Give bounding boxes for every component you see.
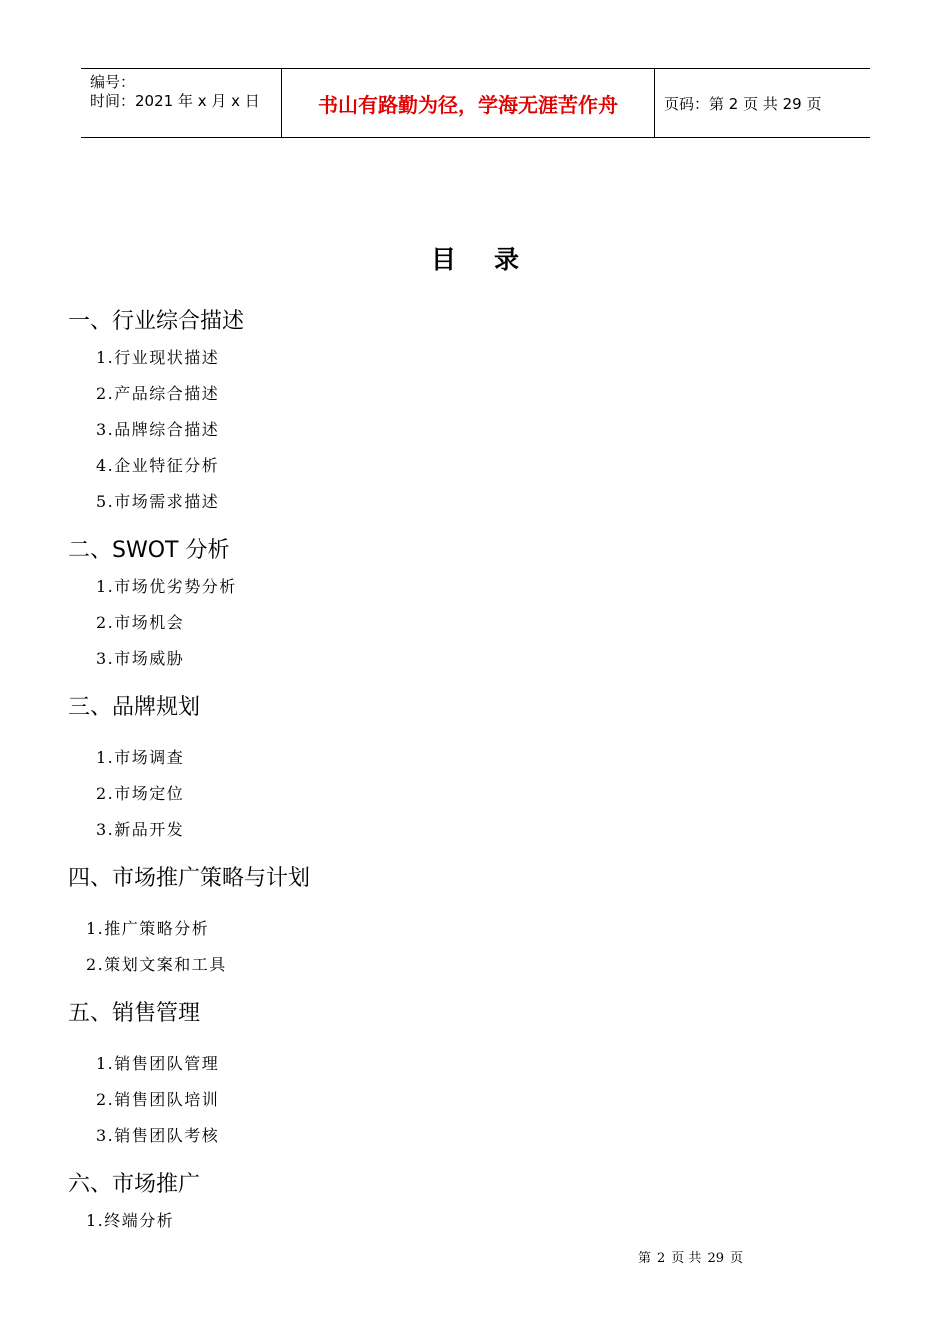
toc-heading: 三、品牌规划 xyxy=(68,695,201,720)
toc-item: 4.企业特征分析 xyxy=(96,456,220,475)
toc-heading: 六、市场推广 xyxy=(68,1172,201,1197)
toc-item: 3.销售团队考核 xyxy=(96,1126,220,1145)
toc-item: 1.市场优劣势分析 xyxy=(96,577,237,596)
toc-item: 3.品牌综合描述 xyxy=(96,420,220,439)
header-date: 时间：2021 年 x 月 x 日 xyxy=(90,92,260,110)
page-footer xyxy=(638,1247,749,1266)
footer-page-prefix: 第 xyxy=(638,1251,652,1266)
footer-page-mid: 页 共 xyxy=(671,1251,702,1266)
toc-item: 3.市场威胁 xyxy=(96,649,185,668)
toc-heading: 一、行业综合描述 xyxy=(68,309,245,334)
page-header xyxy=(81,68,870,138)
footer-total: 29 xyxy=(707,1251,724,1266)
header-page-info: 页码：第 2 页 共 29 页 xyxy=(664,94,822,113)
toc-item: 2.市场定位 xyxy=(96,784,185,803)
toc-heading: 二、SWOT 分析 xyxy=(68,538,230,563)
toc-heading: 五、销售管理 xyxy=(68,1001,201,1026)
toc-item: 1.行业现状描述 xyxy=(96,348,220,367)
toc-item: 1.市场调查 xyxy=(96,748,185,767)
toc-item: 5.市场需求描述 xyxy=(96,492,220,511)
header-divider xyxy=(654,69,655,137)
toc-title: 目录 xyxy=(430,245,557,274)
toc-item: 2.产品综合描述 xyxy=(96,384,220,403)
toc-item: 2.策划文案和工具 xyxy=(86,955,227,974)
header-meta xyxy=(90,73,260,111)
toc-item: 1.销售团队管理 xyxy=(96,1054,220,1073)
header-motto: 书山有路勤为径，学海无涯苦作舟 xyxy=(318,92,618,117)
footer-page-suffix: 页 xyxy=(729,1251,743,1266)
toc-heading: 四、市场推广策略与计划 xyxy=(68,866,311,891)
toc-item: 3.新品开发 xyxy=(96,820,185,839)
toc-item: 2.销售团队培训 xyxy=(96,1090,220,1109)
toc-item: 1.终端分析 xyxy=(86,1211,175,1230)
toc-item: 1.推广策略分析 xyxy=(86,919,210,938)
header-number-label: 编号： xyxy=(90,73,136,91)
toc-item: 2.市场机会 xyxy=(96,613,185,632)
footer-page-number: 2 xyxy=(657,1251,666,1266)
